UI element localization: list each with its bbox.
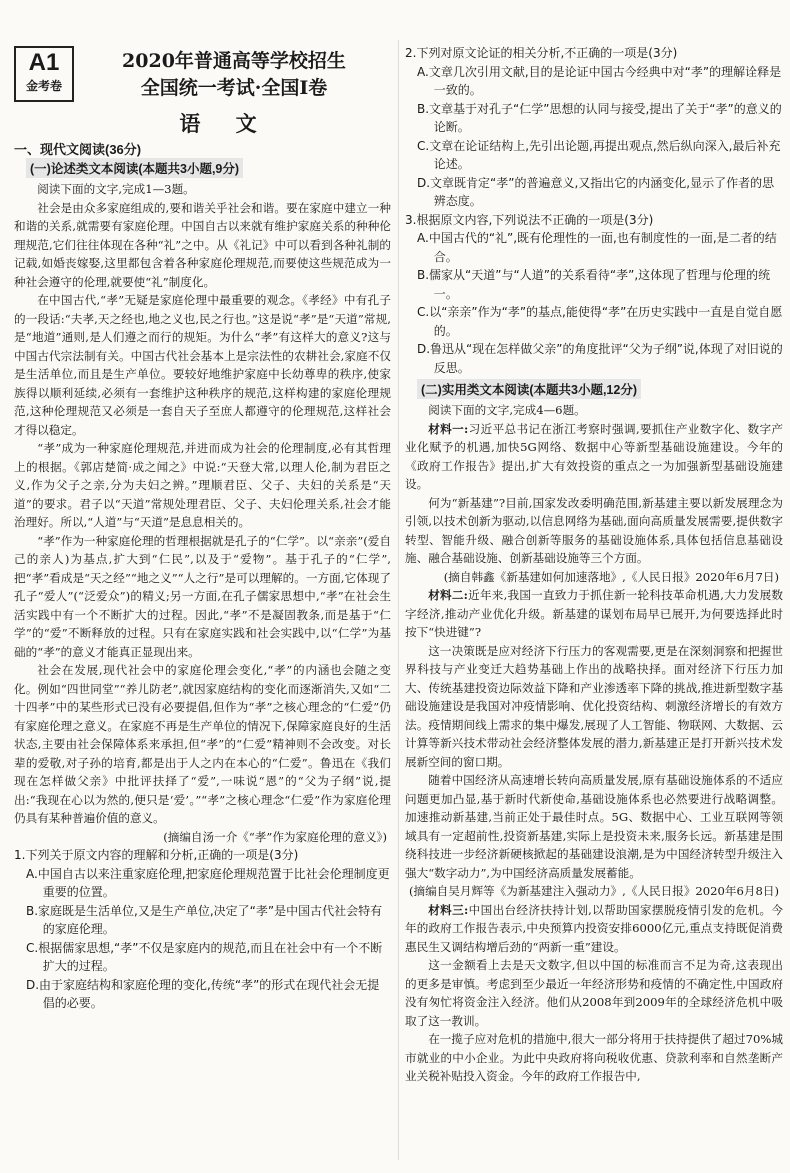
question-option: D.由于家庭结构和家庭伦理的变化,传统“孝”的形式在现代社会无提倡的必要。 (26, 977, 380, 1010)
material3 (405, 901, 783, 957)
part1-heading: (一)论述类文本阅读(本题共3小题,9分) (26, 158, 243, 178)
column-divider (398, 40, 399, 1160)
passage-paragraph: “孝”成为一种家庭伦理规范,并进而成为社会的伦理制度,必有其哲理上的根据。《郭店楚简·成之闻之》中说:“天登大常,以理人伦,制为君臣之义,作为父子之亲,分为夫妇之辨。”理顺君臣、父子、夫妇的关系是“天道”的要求。君子以“天道”常规处理君臣、父子、夫妇伦理关系,社会才能治理好。所以,“人道”与“天道”是息息相关的。 (14, 441, 391, 529)
question-option: A.文章几次引用文献,目的是论证中国古今经典中对“孝”的理解诠释是一致的。 (417, 64, 782, 97)
material2-label: 材料二: (428, 588, 468, 602)
material3-label: 材料三: (428, 902, 469, 917)
exam-title-line2: 全国统一考试·全国Ⅰ卷 (140, 77, 328, 99)
exam-badge (14, 46, 74, 102)
passage-paragraph: 社会在发展,现代社会中的家庭伦理会变化,“孝”的内涵也会随之变化。例如“四世同堂”“养儿防老”,就因家庭结构的变化而逐渐消失,又如“二十四孝”中的某些形式已没有必要提倡,但作为“孝”之核心理念的“仁爱”仍有家庭伦理之意义。在家庭不再是生产单位的情况下,保障家庭良好的生活状态,主要由社会保障体系来承担,但“孝”的“仁爱”精神则不会改变。对长辈的爱敬,对子孙的培育,都是出于人之内在本心的“仁爱”。鲁迅在《我们现在怎样做父亲》中批评扶择了“爱”,一味说“恩”的“父为子纲”说,提出:“我现在心以为然的,便只是‘爱’。”“孝”之核心理念“仁爱”作为家庭伦理仍具有某种普遍价值的意义。 (14, 663, 391, 825)
material1-paragraph: 何为“新基建”?目前,国家发改委明确范围,新基建主要以新发展理念为引领,以技术创新为驱动,以信息网络为基础,面向高质量发展需要,提供数字转型、智能升级、融合创新等服务的基础设施体系,具体包括信息基础设施、融合基础设施、创新基础设施等三个方面。 (405, 495, 783, 565)
question-option: C.以“亲亲”作为“孝”的基点,能使得“孝”在历史实践中一直是自觉自愿的。 (417, 305, 783, 338)
section-heading: 一、现代文阅读(36分) (14, 142, 142, 157)
material1-text: 习近平总书记在浙江考察时强调,要抓住产业数字化、数字产业化赋予的机遇,加快5G网络、数据中心等新型基础设施建设。今年的《政府工作报告》提出,扩大有效投资的重点之一为加强新型基础设施建设。 (405, 421, 783, 491)
passage-paragraph: 社会是由众多家庭组成的,要和谐关乎社会和谐。要在家庭中建立一种和谐的关系,就需要有家庭伦理。中国自古以来就有维护家庭关系的种种伦理规范,它们往往体现在各种“礼”之中。从《礼记》中可以看到各种礼制的记载,如婚丧嫁娶,这里都包含着各种家庭伦理规范,而要使这些规范成为一种社会遵守的伦理,就要使“礼”制度化。 (14, 200, 391, 289)
exam-title-line1: 2020年普通高等学校招生 (122, 50, 346, 72)
passage-paragraph: 在中国古代,“孝”无疑是家庭伦理中最重要的观念。《孝经》中有孔子的一段话:“夫孝,天之经也,地之义也,民之行也。”这是说“孝”是“天道”常规,是“地道”通则,是人们遵之而行的规矩。为什么“孝”有这样大的意义?这与中国古代宗法制有关。中国古代社会基本上是宗法性的农耕社会,家庭不仅是生活单位,而且是生产单位。要较好地维护家庭中长幼尊卑的秩序,使家族得以顺利延续,必须有一套维护这种秩序的规范,这样构建的家庭伦理规范,这种伦理规范又必须是一套自天子至庶人都遵守的伦理规范,这样社会才得以稳定。 (14, 293, 391, 437)
question-option: D.文章既肯定“孝”的普遍意义,又指出它的内涵变化,显示了作者的思辨态度。 (417, 175, 775, 208)
badge-brand: 金考卷 (25, 79, 62, 93)
material2-paragraph: 随着中国经济从高速增长转向高质量发展,原有基础设施体系的不适应问题更加凸显,基于新时代新使命,基础设施体系也必然要进行战略调整。加速推动新基建,当前正处于最佳时点。5G、数据中心、工业互联网等领域具有一定超前性,投资新基建,实际上是投资未来,服务长远。新基建是围绕科技进一步经济新硬核掀起的基础建设浪潮,是为中国经济转型升级注入强大“数字动力”,为中国经济高质量发展蓄能。 (405, 773, 783, 880)
question-option: C.根据儒家思想,“孝”不仅是家庭内的规范,而且在社会中有一个不断扩大的过程。 (26, 940, 383, 973)
left-column (14, 156, 391, 1013)
material2-paragraph: 这一决策既是应对经济下行压力的客观需要,更是在深刻洞察和把握世界科技与产业变迁大趋势基础上作出的战略抉择。面对经济下行压力加大、传统基建投资边际效益下降和产业渗透率下降的挑战,推进新型数字基础设施建设是我国对冲疫情影响、优化投资结构、刺激经济增长的有效方法。疫情期间线上需求的集中爆发,展现了人工智能、物联网、大数据、云计算等新兴技术带动社会经济整体发展的潜力,新基建正是打开新兴技术发展新空间的窗口期。 (405, 643, 783, 769)
part2-instruction: 阅读下面的文字,完成4—6题。 (428, 403, 586, 417)
question-option: C.文章在论证结构上,先引出论题,再提出观点,然后纵向深入,最后补充论述。 (417, 138, 781, 171)
subject-title: 语 文 (179, 111, 271, 136)
material1 (405, 420, 783, 494)
material1-label: 材料一: (428, 421, 469, 436)
question-option: B.儒家从“天道”与“人道”的关系看待“孝”,这体现了哲理与伦理的统一。 (417, 268, 771, 301)
material2 (405, 586, 783, 642)
part1-instruction: 阅读下面的文字,完成1—3题。 (37, 182, 195, 196)
passage-paragraph: “孝”作为一种家庭伦理的哲理根据就是孔子的“仁学”。以“亲亲”(爱自己的亲人)为基点,扩大到“仁民”,以及于“爱物”。基于孔子的“仁学”,把“孝”看成是“天之经”“地之义”“人之行”是可以理解的。一方面,它体现了孔子“爱人”(“泛爱众”)的精义;另一方面,在孔子儒家思想中,“孝”在社会生活实践中有一个不断扩大的过程。因此,“孝”不是凝固教条,而是基于“仁学”的“爱”不断释放的过程。只有在家庭实践和社会实践中,以“仁学”为基础的“孝”的意义才能真正显现出来。 (14, 533, 391, 659)
part2-heading: (二)实用类文本阅读(本题共3小题,12分) (417, 379, 641, 399)
material3-paragraph: 这一金额看上去是天文数字,但以中国的标准而言不足为奇,这表现出的更多是审慎。考虑到至少最近一年经济形势和疫情的不确定性,中国政府没有匆忙将资金注入经济。他们从2008年到2009年的全球经济危机中吸取了这一教训。 (405, 958, 783, 1028)
question-option: B.文章基于对孔子“仁学”思想的认同与接受,提出了关于“孝”的意义的论断。 (417, 101, 782, 134)
material2-source: (摘编自吴月辉等《为新基建注入强动力》,《人民日报》2020年6月8日) (408, 884, 779, 898)
material2-text: 近年来,我国一直致力于抓住新一轮科技革命机遇,大力发展数字经济,推动产业优化升级。新基建的谋划布局早已展开,为何要选择此时按下“快进键”? (405, 588, 783, 639)
question-option: D.鲁迅从“现在怎样做父亲”的角度批评“父为子纲”说,体现了对旧说的反思。 (417, 342, 783, 375)
question-stem: 1.下列关于原文内容的理解和分析,正确的一项是(3分) (14, 848, 299, 862)
passage-source: (摘编自汤一介《“孝”作为家庭伦理的意义》) (163, 829, 387, 844)
question-option: B.家庭既是生活单位,又是生产单位,决定了“孝”是中国古代社会特有的家庭伦理。 (26, 903, 383, 936)
right-column (405, 44, 783, 1086)
material3-paragraph: 在一揽子应对危机的措施中,很大一部分将用于扶持提供了超过70%城市就业的中小企业。为此中央政府将向税收优惠、贷款利率和自然垄断产业关税补贴投入资金。今年的政府工作报告中, (405, 1032, 783, 1083)
question-option: A.中国自古以来注重家庭伦理,把家庭伦理规范置于比社会伦理制度更重要的位置。 (26, 866, 390, 899)
material3-text: 中国出台经济扶持计划,以帮助国家摆脱疫情引发的危机。今年的政府工作报告表示,中央预算内投资安排6000亿元,重点支持既促消费惠民生又调结构增后劲的“两新一重”建设。 (405, 902, 783, 954)
question-stem: 3.根据原文内容,下列说法不正确的一项是(3分) (405, 212, 654, 227)
question-stem: 2.下列对原文论证的相关分析,不正确的一项是(3分) (405, 46, 678, 60)
exam-title (84, 48, 384, 102)
question-option: A.中国古代的“礼”,既有伦理性的一面,也有制度性的一面,是二者的结合。 (417, 231, 777, 264)
badge-code: A1 (28, 49, 60, 76)
material1-source: (摘自韩鑫《新基建如何加速落地》,《人民日报》2020年6月7日) (443, 569, 779, 584)
